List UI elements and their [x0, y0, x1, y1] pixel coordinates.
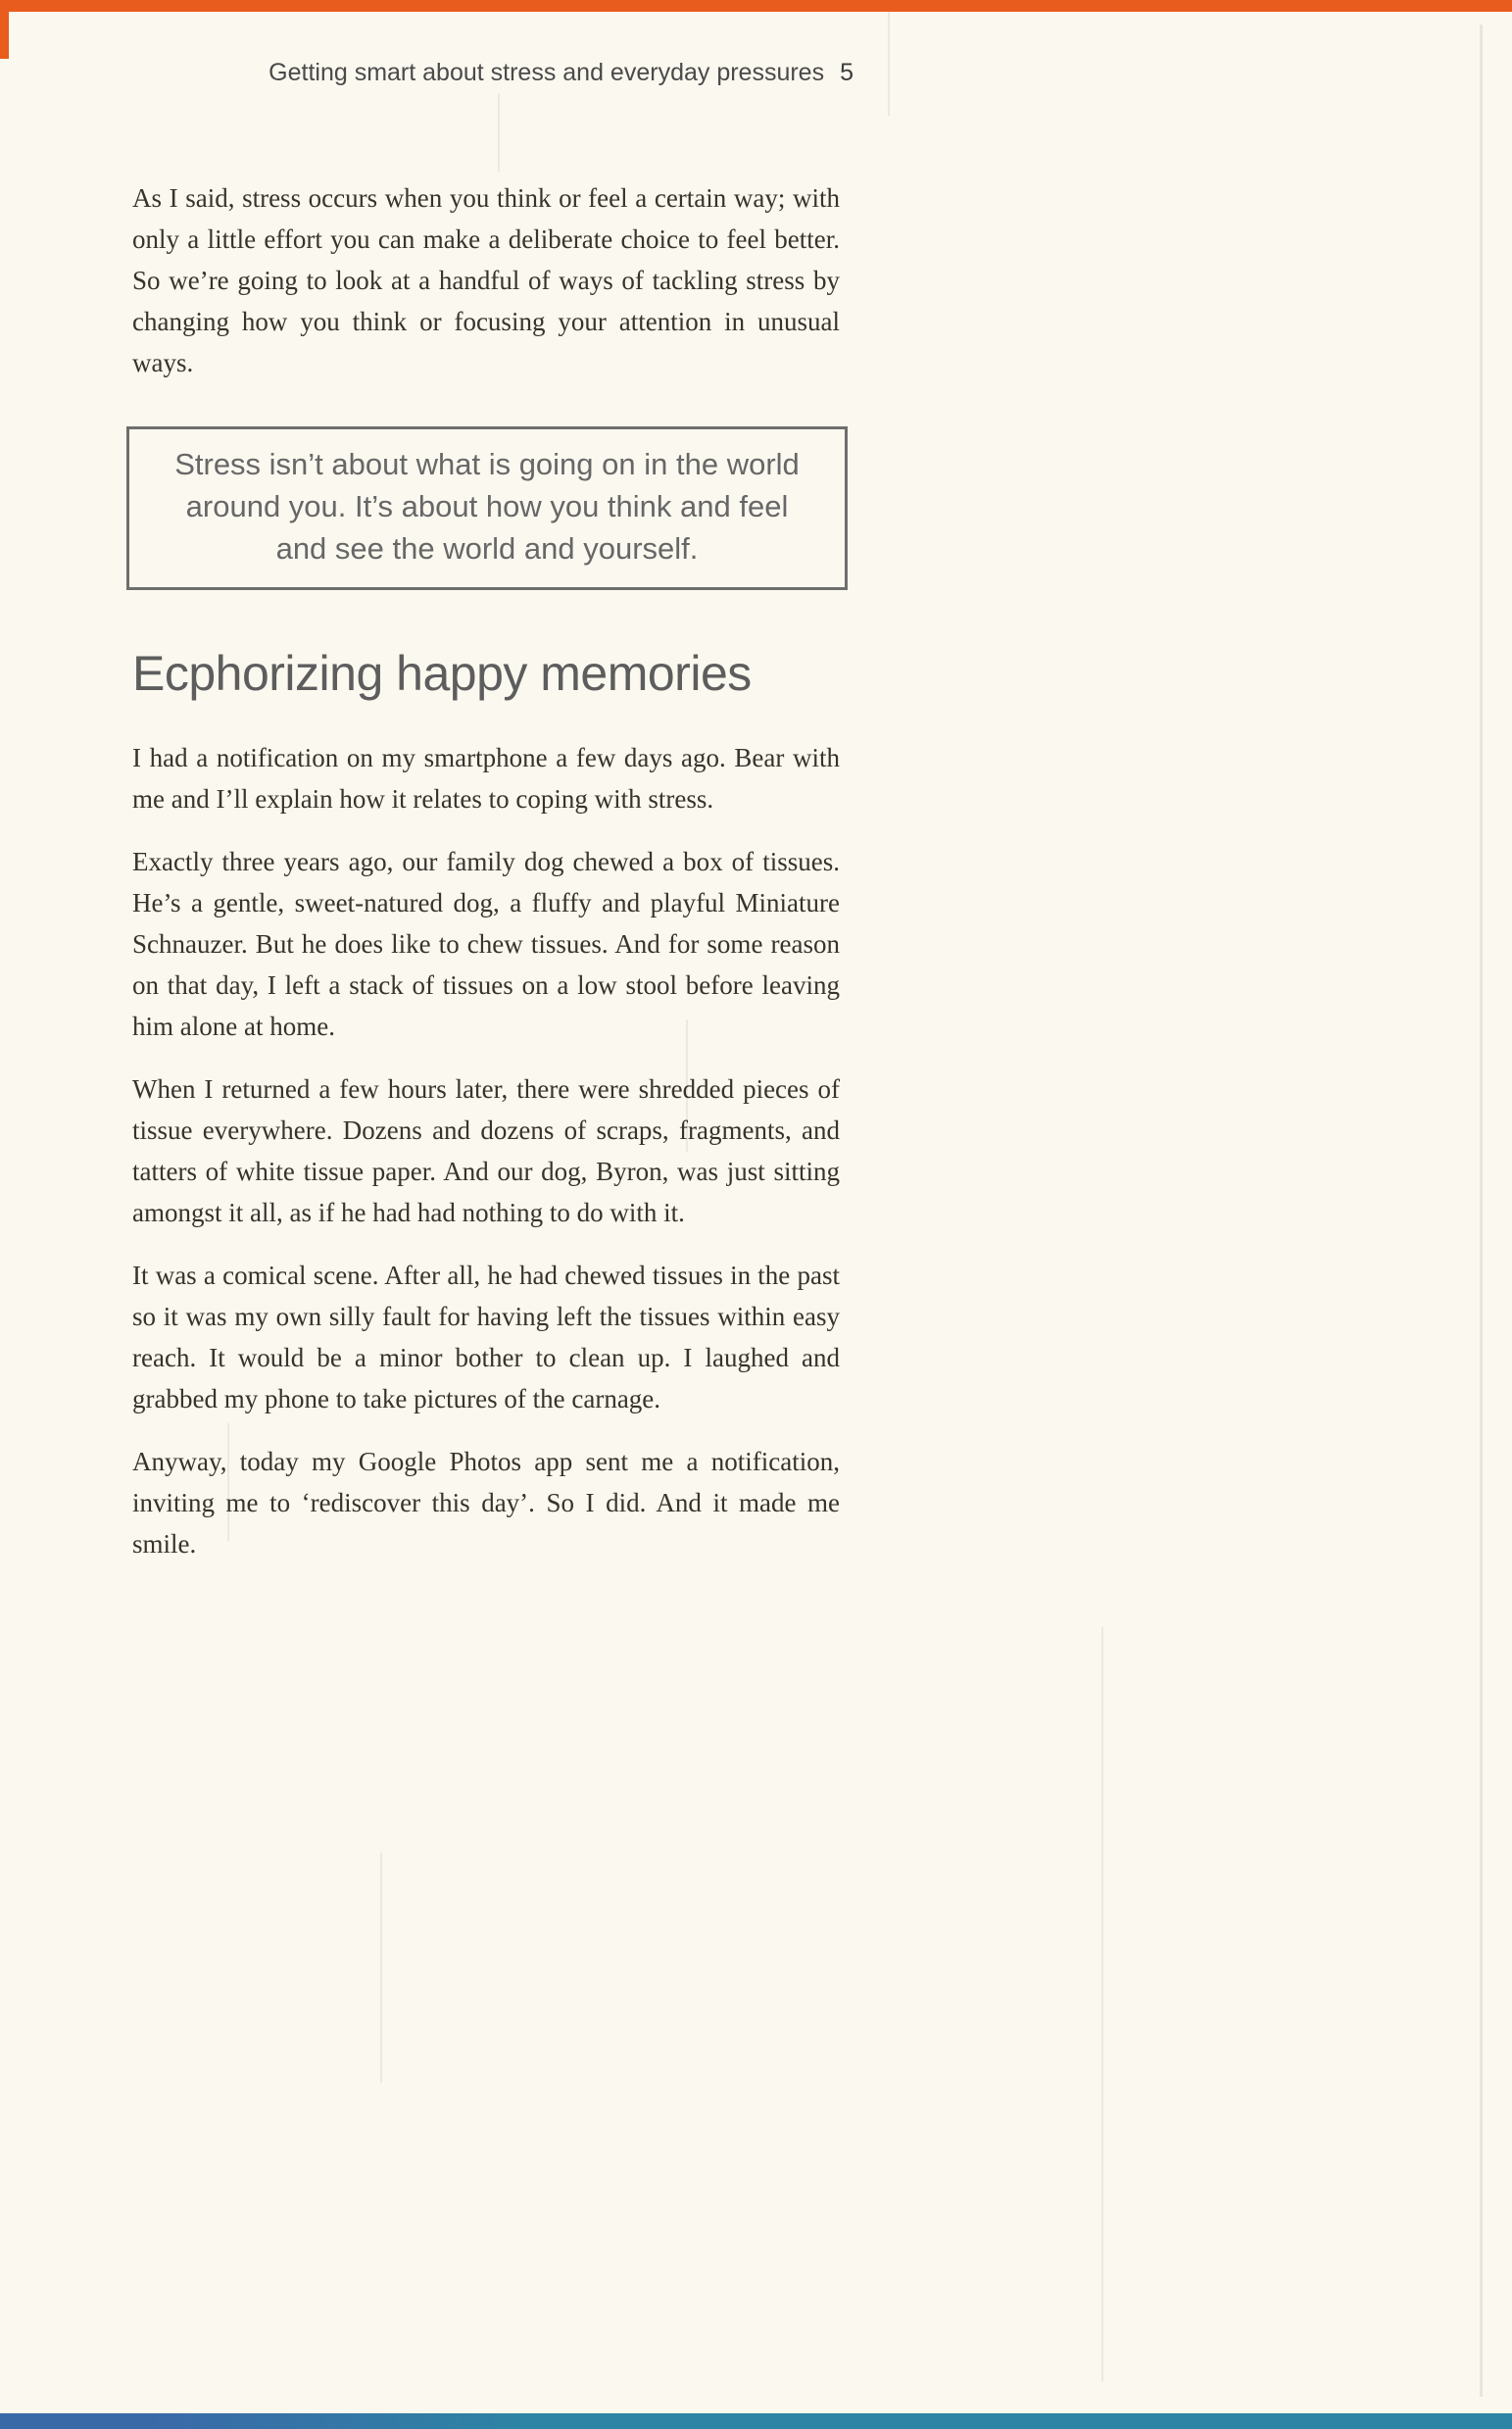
scan-crease: [380, 1853, 382, 2083]
scan-crease: [1101, 1627, 1103, 2382]
running-header: [132, 59, 854, 87]
body-paragraph-2: Exactly three years ago, our family dog chewed a box of tissues. He’s a gentle, sweet-natured dog, a fluffy and playful Miniature Schnauzer. But he does like to chew tissues. And for some reason on that day, I left a stack of tissues on a low stool before leaving him alone at home.: [132, 847, 840, 1041]
page-content: [132, 59, 854, 1586]
cover-edge-left: [0, 0, 9, 59]
body-paragraph-3: When I returned a few hours later, there were shredded pieces of tissue everywhere. Dozens and dozens of scraps, fragments, and tatters of white tissue paper. And our dog, Byron, was just sitting amongst it all, as if he had had nothing to do with it.: [132, 1074, 840, 1227]
cover-edge-top: [0, 0, 1512, 12]
intro-paragraph: As I said, stress occurs when you think or feel a certain way; with only a little effort you can make a deliberate choice to feel better. So we’re going to look at a handful of ways of tackling stress by changing how you think or focusing your attention in unusual ways.: [132, 183, 840, 377]
pull-quote-box: [126, 426, 848, 590]
body-paragraph-1: I had a notification on my smartphone a few days ago. Bear with me and I’ll explain how it relates to coping with stress.: [132, 743, 840, 814]
cover-edge-bottom: [0, 2413, 1512, 2429]
body-paragraph-4: It was a comical scene. After all, he had chewed tissues in the past so it was my own silly fault for having left the tissues within easy reach. It would be a minor bother to clean up. I laughed and grabbed my phone to take pictures of the carnage.: [132, 1261, 840, 1413]
page-edge-shadow: [1480, 25, 1483, 2397]
page-number: 5: [840, 59, 854, 86]
pull-quote-text: Stress isn’t about what is going on in the world around you. It’s about how you think and feel and see the world and yourself.: [174, 447, 800, 566]
running-header-title: Getting smart about stress and everyday pressures: [268, 59, 825, 86]
scan-crease: [888, 0, 890, 116]
body-paragraph-5: Anyway, today my Google Photos app sent me a notification, inviting me to ‘rediscover this day’. So I did. And it made me smile.: [132, 1447, 840, 1559]
section-heading: Ecphorizing happy memories: [132, 646, 752, 701]
